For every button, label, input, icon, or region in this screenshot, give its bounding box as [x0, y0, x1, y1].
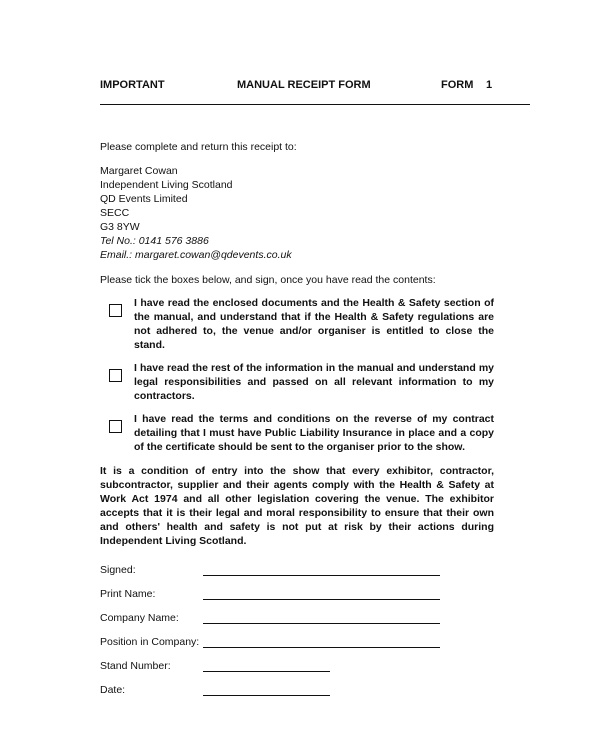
checkbox-item-3-text: I have read the terms and conditions on the reverse of my contract detailing that I must have Public Liability Insurance in place and a copy of the certificate should be sent to the organiser prior to the show.: [134, 413, 494, 453]
header-title: MANUAL RECEIPT FORM: [237, 79, 371, 91]
address-block: [100, 164, 494, 262]
print-name-label: Print Name:: [100, 588, 156, 600]
header-form-label: FORM: [441, 79, 474, 91]
header-rule: [100, 104, 530, 105]
checkbox-list: [100, 296, 494, 454]
checkbox-item-2[interactable]: [109, 369, 122, 382]
header-important: IMPORTANT: [100, 79, 165, 91]
signed-row: [100, 552, 440, 576]
checkbox-cell: [100, 361, 134, 382]
stand-number-row: [100, 648, 440, 672]
condition-paragraph: It is a condition of entry into the show that every exhibitor, contractor, subcontractor, supplier and their agents comply with the Health & Safety at Work Act 1974 and all other legislation covering the venue. The exhibitor accepts that it is their legal and moral responsibility to ensure that their own and others' health and safety is not put at risk by their actions during Independent Living Scotland.: [100, 465, 494, 547]
intro-text: Please complete and return this receipt to:: [100, 141, 297, 153]
print-name-row: [100, 576, 440, 600]
position-label: Position in Company:: [100, 636, 200, 648]
tick-instruction: Please tick the boxes below, and sign, once you have read the contents:: [100, 274, 436, 286]
signed-label: Signed:: [100, 564, 136, 576]
address-line: Margaret Cowan: [100, 165, 178, 177]
date-row: [100, 672, 440, 696]
checkbox-item-3[interactable]: [109, 420, 122, 433]
stand-number-label: Stand Number:: [100, 660, 171, 672]
form-body: [100, 140, 494, 696]
signature-fields: [100, 552, 440, 696]
header-form-number: 1: [486, 79, 493, 91]
print-name-field[interactable]: [203, 587, 440, 600]
position-row: [100, 624, 440, 648]
checkbox-row-1: [100, 296, 494, 352]
address-line: Independent Living Scotland: [100, 179, 233, 191]
address-line: QD Events Limited: [100, 193, 188, 205]
checkbox-item-1-text: I have read the enclosed documents and the Health & Safety section of the manual, and understand that if the Health & Safety regulations are not adhered to, the venue and/or organiser is entitled to close the stand.: [134, 297, 494, 351]
company-name-label: Company Name:: [100, 612, 179, 624]
checkbox-item-2-text: I have read the rest of the information in the manual and understand my legal responsibilities and passed on all relevant information to my contractors.: [134, 362, 494, 402]
date-field[interactable]: [203, 683, 330, 696]
signed-field[interactable]: [203, 563, 440, 576]
telephone: Tel No.: 0141 576 3886: [100, 235, 209, 247]
address-line: SECC: [100, 207, 130, 219]
date-label: Date:: [100, 684, 126, 696]
email: Email.: margaret.cowan@qdevents.co.uk: [100, 249, 292, 261]
checkbox-row-3: [100, 412, 494, 454]
checkbox-row-2: [100, 361, 494, 403]
position-field[interactable]: [203, 635, 440, 648]
address-line: G3 8YW: [100, 221, 140, 233]
checkbox-item-1[interactable]: [109, 304, 122, 317]
checkbox-cell: [100, 412, 134, 433]
stand-number-field[interactable]: [203, 659, 330, 672]
checkbox-cell: [100, 296, 134, 317]
company-name-row: [100, 600, 440, 624]
company-name-field[interactable]: [203, 611, 440, 624]
